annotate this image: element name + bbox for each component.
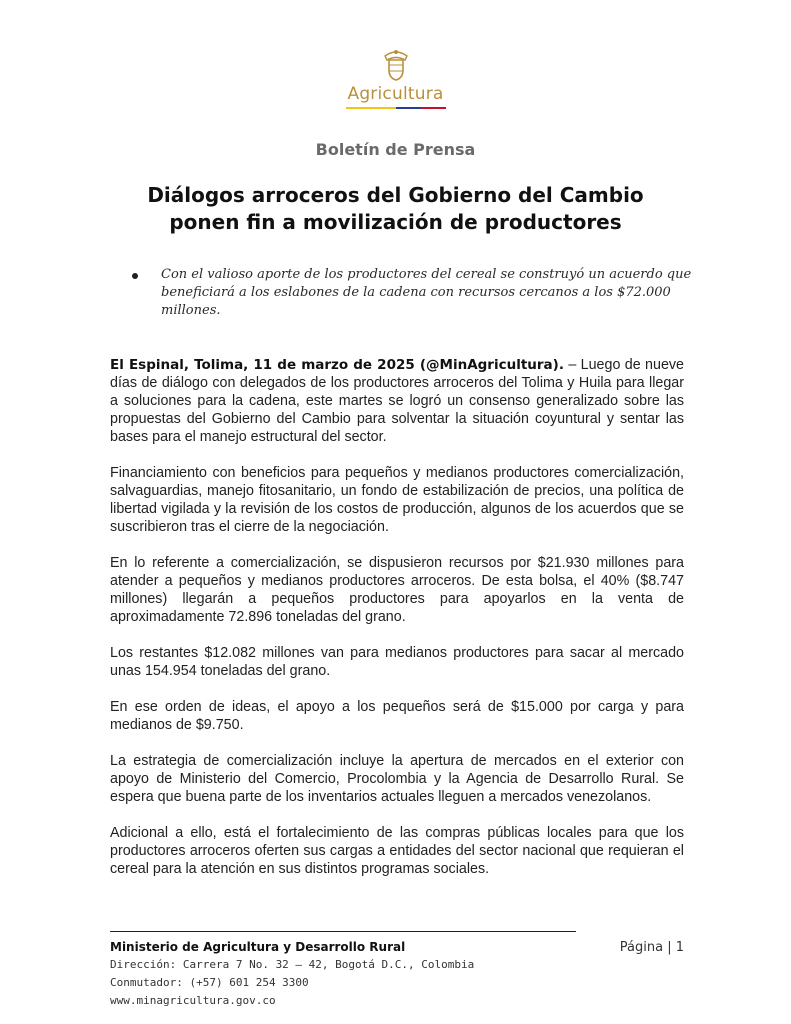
footer xyxy=(110,938,580,1010)
headline-line: Diálogos arroceros del Gobierno del Cambio xyxy=(147,183,644,207)
highlight-text: Con el valioso aporte de los productores del cereal se construyó un acuerdo que beneficiará a los eslabones de la cadena con recursos cercanos a los $72.000 millones. xyxy=(161,267,692,318)
lead-paragraph xyxy=(110,356,684,446)
lead-text: – Luego de nueve días de diálogo con delegados de los productores arroceros del Tolima y Huila para llegar a soluciones para la cadena, este martes se logró un consenso generalizado sobre las propuestas del Gobierno del Cambio para solventar la situación coyuntural y sentar las bases para el manejo estructural del sector. xyxy=(110,357,684,445)
body-paragraph: Los restantes $12.082 millones van para medianos productores para sacar al mercado unas 154.954 toneladas del grano. xyxy=(110,645,684,679)
bullet-dot-icon xyxy=(132,273,138,279)
body-paragraph: En ese orden de ideas, el apoyo a los pequeños será de $15.000 por carga y para medianos de $9.750. xyxy=(110,699,684,733)
article-body xyxy=(110,356,684,896)
footer-phone: Conmutador: (+57) 601 254 3300 xyxy=(110,976,309,989)
body-paragraph: En lo referente a comercialización, se dispusieron recursos por $21.930 millones para atender a pequeños y medianos productores arroceros. De esta bolsa, el 40% ($8.747 millones) llegarán a pequeños productores para apoyarlos en la venta de aproximadamente 72.896 toneladas del grano. xyxy=(110,555,684,625)
headline xyxy=(110,182,681,236)
body-paragraph: Financiamiento con beneficios para pequeños y medianos productores comercialización, salvaguardias, manejo fitosanitario, un fondo de estabilización de precios, una política de libertad vigilada y la revisión de los costos de producción, algunos de los acuerdos que se suscribieron tras el cierre de la negociación. xyxy=(110,465,684,535)
highlight-bullet xyxy=(132,266,692,320)
footer-org: Ministerio de Agricultura y Desarrollo Rural xyxy=(110,940,406,954)
footer-website: www.minagricultura.gov.co xyxy=(110,994,276,1007)
bulletin-label: Boletín de Prensa xyxy=(315,140,476,159)
headline-line: ponen fin a movilización de productores xyxy=(169,210,622,234)
flag-bar xyxy=(346,107,446,109)
coat-of-arms-icon xyxy=(381,48,411,82)
footer-address: Dirección: Carrera 7 No. 32 – 42, Bogotá D.C., Colombia xyxy=(110,958,475,971)
body-paragraph: La estrategia de comercialización incluye la apertura de mercados en el exterior con apoyo de Ministerio del Comercio, Procolombia y la Agencia de Desarrollo Rural. Se espera que buena parte de los inventarios actuales lleguen a mercados venezolanos. xyxy=(110,753,684,805)
footer-divider xyxy=(110,931,576,932)
page-number: Página | 1 xyxy=(619,940,684,955)
body-paragraph: Adicional a ello, está el fortalecimiento de las compras públicas locales para que los productores arroceros oferten sus cargas a entidades del sector nacional que requieran el cereal para la atención en sus distintos programas sociales. xyxy=(110,825,684,877)
brand-name: Agricultura xyxy=(347,84,444,104)
ministry-logo xyxy=(0,48,791,109)
dateline: El Espinal, Tolima, 11 de marzo de 2025 (@MinAgricultura). xyxy=(110,357,564,373)
